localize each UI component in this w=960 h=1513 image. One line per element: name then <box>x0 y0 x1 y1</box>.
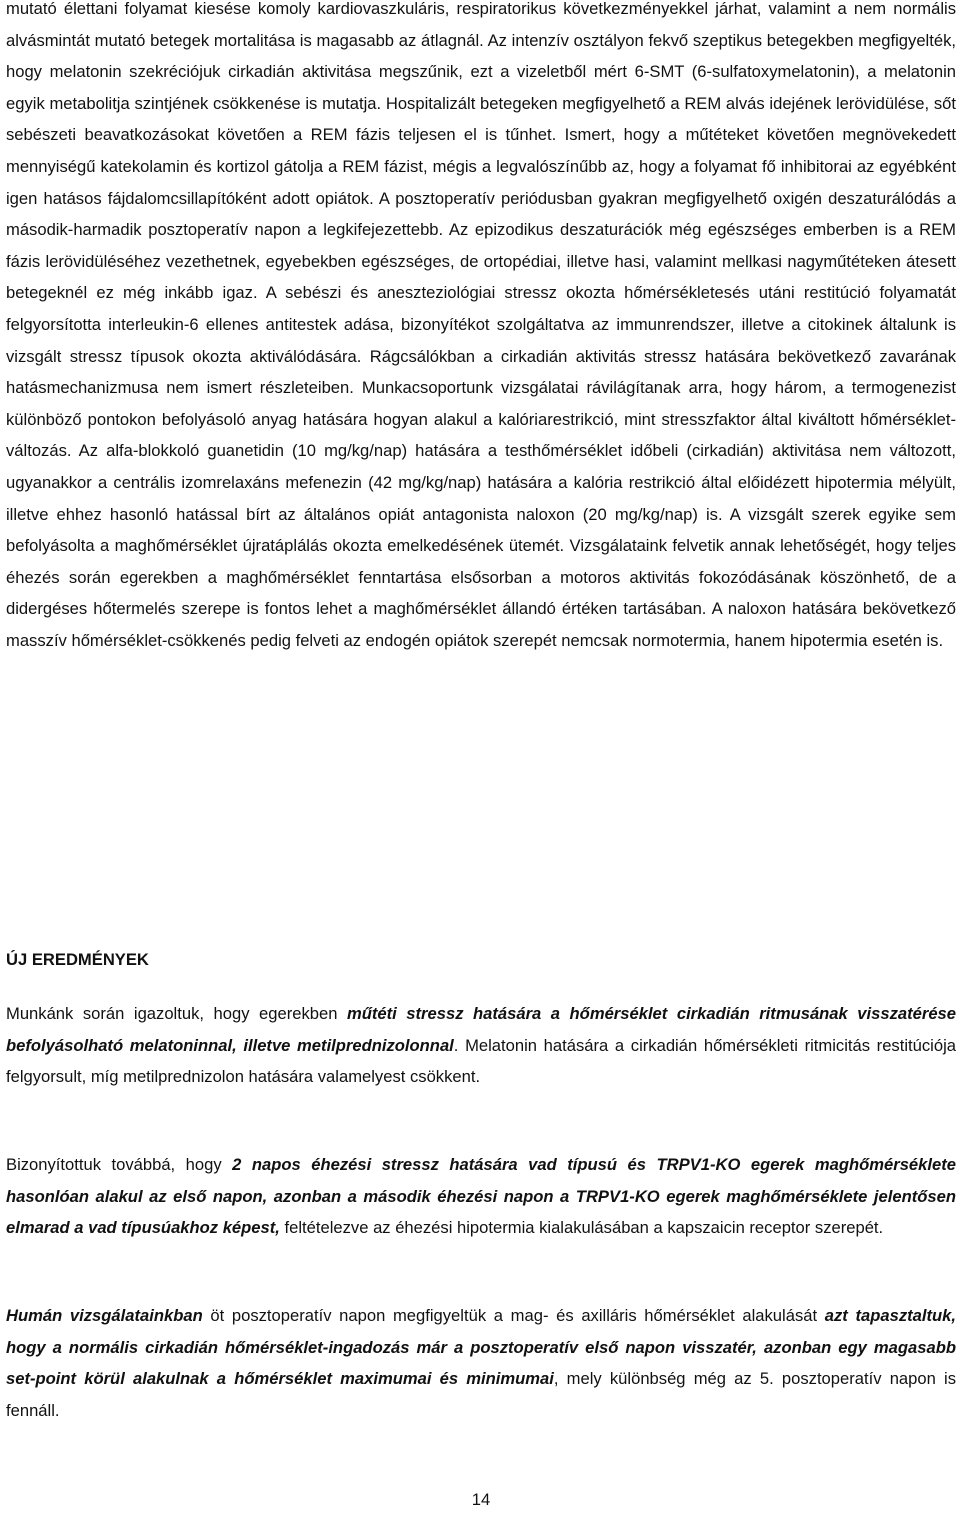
result-3-rest: , mely különbség még az 5. posztoperatív napon is fennáll. <box>6 1369 956 1420</box>
document-page <box>6 0 956 1513</box>
result-paragraph-3 <box>6 1300 956 1426</box>
result-3-emphasis-2: azt tapasztaltuk, hogy a normális cirkadián hőmérséklet-ingadozás már a posztoperatív első napon visszatér, azonban egy magasabb set-point körül alakulnak a hőmérséklet maximumai és minimumai <box>6 1306 956 1389</box>
result-1-emphasis: műtéti stressz hatására a hőmérséklet cirkadián ritmusának visszatérése befolyásolható melatoninnal, illetve metilprednizolonnal <box>6 1004 957 1055</box>
body-paragraph: mutató élettani folyamat kiesése komoly kardiovaszkuláris, respiratorikus következményekkel járhat, valamint a nem normális alvásmintát mutató betegek mortalitása is magasabb az átlagnál. Az intenzív osztályon fekvő szeptikus betegekben megfigyelték, hogy melatonin szekréciójuk cirkadián aktivitása megszűnik, ezt a vizeletből mért 6-SMT (6-sulfatoxymelatonin), a melatonin egyik metabolitja szintjének csökkenése is mutatja. Hospitalizált betegeken megfigyelhető a REM alvás idejének lerövidülése, sőt sebészeti beavatkozásokat követően a REM fázis teljesen el is tűnhet. Ismert, hogy a műtéteket követően megnövekedett mennyiségű katekolamin és kortizol gátolja a REM fázist, mégis a legvalószínűbb az, hogy a folyamat fő inhibitorai az egyébként igen hatásos fájdalomcsillapítóként adott opiátok. A posztoperatív periódusban gyakran megfigyelhető oxigén deszaturálódás a második-harmadik posztoperatív napon a legkifejezettebb. Az epizodikus deszaturációk még egészséges emberben is a REM fázis lerövidüléséhez vezethetnek, egyebekben egészséges, de ortopédiai, illetve hasi, valamint mellkasi nagyműtéteken átesett betegeknél ez még inkább igaz. A sebészi és aneszteziológiai stressz okozta hőmérsékletesés utáni restitúció folyamatát felgyorsította interleukin-6 ellenes antitestek adása, bizonyítékot szolgáltatva az immunrendszer, illetve a citokinek általunk is vizsgált stressz típusok okozta aktiválódására. Rágcsálókban a cirkadián aktivitás stressz hatására bekövetkező zavarának hatásmechanizmusa nem ismert részleteiben. Munkacsoportunk vizsgálatai rávilágítanak arra, hogy három, a termogenezist különböző pontokon befolyásoló anyag hatására hogyan alakul a kalóriarestrikció, mint stresszfaktor által kiváltott hőmérséklet-változás. Az alfa-blokkoló guanetidin (10 mg/kg/nap) hatására a testhőmérséklet időbeli (cirkadián) aktivitása nem változott, ugyanakkor a centrális izomrelaxáns mefenezin (42 mg/kg/nap) hatására a kalória restrikció által előidézett hipotermia mélyült, illetve ehhez hasonló hatással bírt az általános opiát antagonista naloxon (20 mg/kg/nap) is. A vizsgált szerek egyike sem befolyásolta a maghőmérséklet újratáplálás okozta emelkedésének ütemét. Vizsgálataink felvetik annak lehetőségét, hogy teljes éhezés során egerekben a maghőmérséklet fenntartása elsősorban a motoros aktivitás fokozódásának köszönhető, de a didergéses hőtermelés szerepe is fontos lehet a maghőmérséklet állandó értéken tartásában. A naloxon hatására bekövetkező masszív hőmérséklet-csökkenés pedig felveti az endogén opiátok szerepét nemcsak normotermia, hanem hipotermia esetén is. <box>6 0 956 650</box>
section-heading: ÚJ EREDMÉNYEK <box>6 950 149 969</box>
result-1-intro: Munkánk során igazoltuk, hogy egerekben <box>6 1004 347 1023</box>
result-2-emphasis: 2 napos éhezési stressz hatására vad típusú és TRPV1-KO egerek maghőmérséklete hasonlóan alakul az első napon, azonban a második éhezési napon a TRPV1-KO egerek maghőmérséklete jelentősen elmarad a vad típusúakhoz képest, <box>6 1155 956 1238</box>
result-paragraph-2 <box>6 1149 956 1244</box>
result-3-emphasis-1: Humán vizsgálatainkban <box>6 1306 203 1325</box>
result-paragraph-1 <box>6 998 956 1093</box>
page-number: 14 <box>471 1490 491 1509</box>
result-2-rest: feltételezve az éhezési hipotermia kialakulásában a kapszaicin receptor szerepét. <box>279 1218 884 1238</box>
result-3-middle: öt posztoperatív napon megfigyeltük a mag- és axilláris hőmérséklet alakulását <box>202 1306 825 1325</box>
result-2-intro: Bizonyítottuk továbbá, hogy <box>6 1155 233 1174</box>
result-1-rest: . Melatonin hatására a cirkadián hőmérsékleti ritmicitás restitúciója felgyorsult, míg metilprednizolon hatására valamelyest csökkent. <box>6 1035 956 1087</box>
